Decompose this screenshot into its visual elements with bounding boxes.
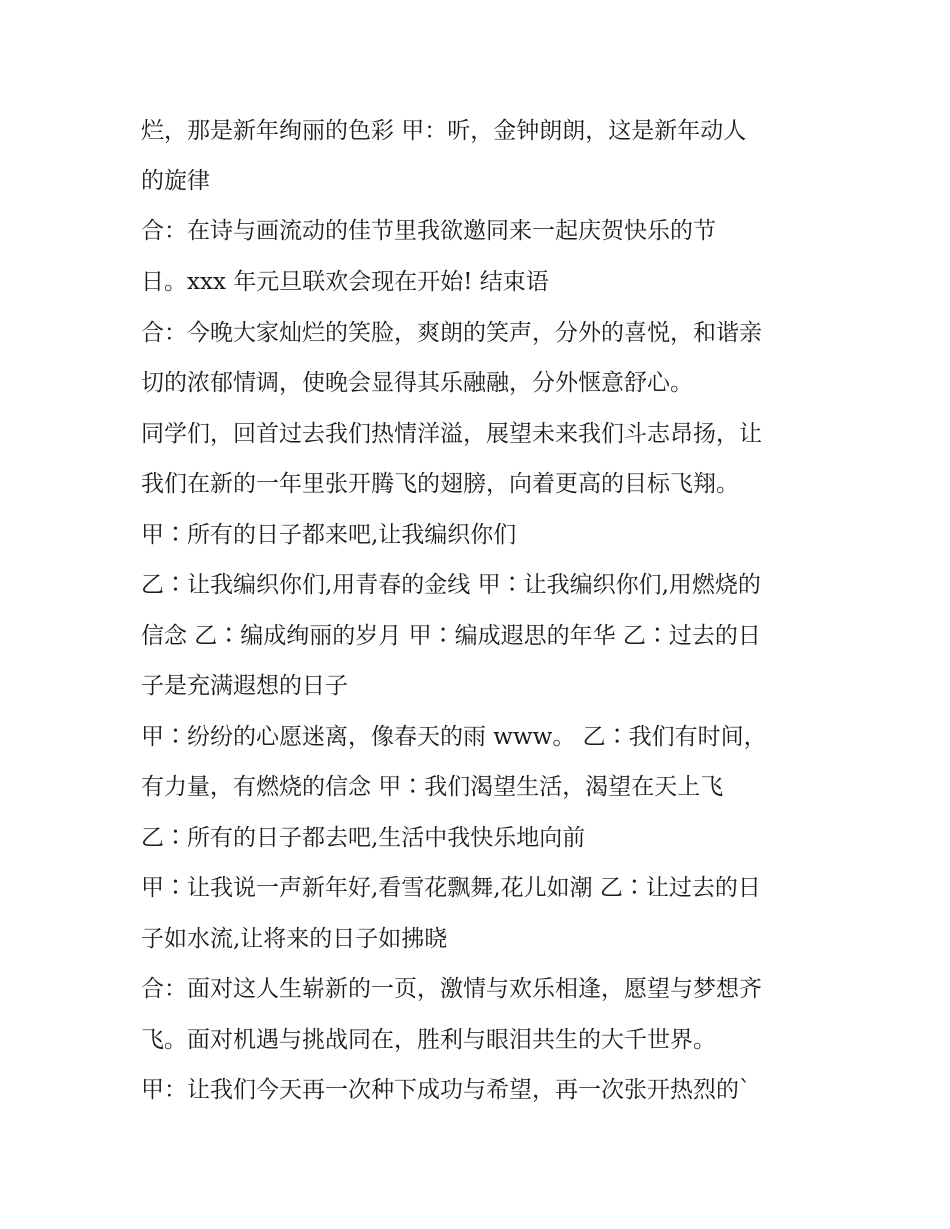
text-line: 乙∶让我编织你们,用青春的金线 甲∶让我编织你们,用燃烧的 (141, 572, 761, 598)
text-line: 甲∶纷纷的心愿迷离，像春天的雨 www。 乙∶我们有时间， (141, 724, 767, 750)
text-line: 甲∶所有的日子都来吧,让我编织你们 (141, 522, 517, 548)
text-line: 合：今晚大家灿烂的笑脸，爽朗的笑声，分外的喜悦，和谐亲 (141, 320, 762, 346)
text-line: 合：面对这人生崭新的一页，激情与欢乐相逢，愿望与梦想齐 (141, 976, 762, 1002)
text-line: 甲∶让我说一声新年好,看雪花飘舞,花儿如潮 乙∶让过去的日 (141, 875, 761, 901)
text-line: 我们在新的一年里张开腾飞的翅膀，向着更高的目标飞翔。 (141, 471, 739, 497)
text-line: 日。xxx 年元旦联欢会现在开始! 结束语 (141, 269, 549, 295)
text-line: 乙∶所有的日子都去吧,生活中我快乐地向前 (141, 825, 586, 851)
text-line: 信念 乙∶编成绚丽的岁月 甲∶编成遐思的年华 乙∶过去的日 (141, 623, 761, 649)
text-line: 切的浓郁情调，使晚会显得其乐融融，分外惬意舒心。 (141, 370, 693, 396)
text-line: 飞。面对机遇与挑战同在，胜利与眼泪共生的大千世界。 (141, 1027, 716, 1053)
text-line: 有力量，有燃烧的信念 甲∶我们渴望生活，渴望在天上飞 (141, 774, 724, 800)
text-line: 的旋律 (141, 168, 210, 194)
text-line: 烂，那是新年绚丽的色彩 甲：听，金钟朗朗，这是新年动人 (141, 118, 747, 144)
text-line: 合：在诗与画流动的佳节里我欲邀同来一起庆贺快乐的节 (141, 218, 716, 244)
text-line: 甲：让我们今天再一次种下成功与希望，再一次张开热烈的` (141, 1077, 751, 1103)
text-line: 子如水流,让将来的日子如拂晓 (141, 926, 448, 952)
text-line: 子是充满遐想的日子 (141, 673, 348, 699)
text-line: 同学们，回首过去我们热情洋溢，展望未来我们斗志昂扬，让 (141, 421, 762, 447)
